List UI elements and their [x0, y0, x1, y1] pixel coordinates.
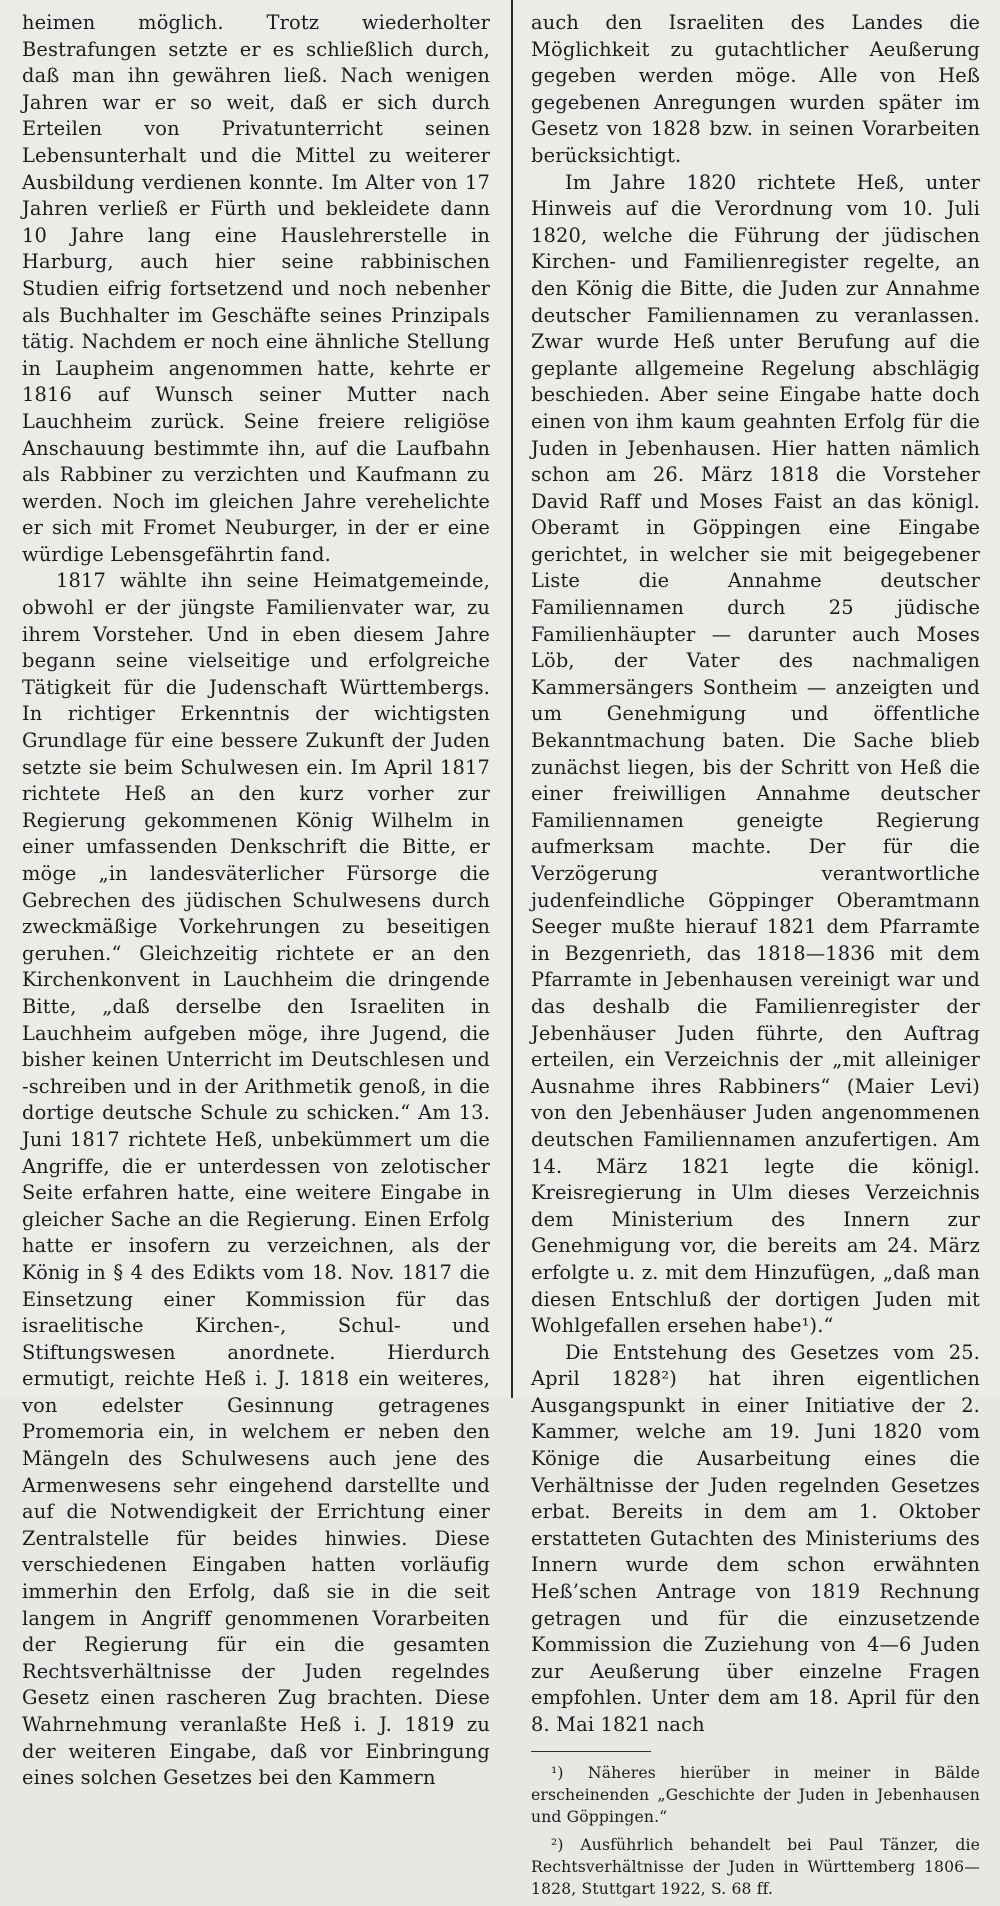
- paragraph: heimen möglich. Trotz wiederholter Bestrafungen setzte er es schließlich durch, daß man ihn gewähren ließ. Nach wenigen Jahren war er so weit, daß er sich durch Erteilen von Privatunterricht seinen Lebensunterhalt und die Mittel zu weiterer Ausbildung verdienen konnte. Im Alter von 17 Jahren verließ er Fürth und bekleidete dann 10 Jahre lang eine Hauslehrerstelle in Harburg, auch hier seine rabbinischen Studien eifrig fortsetzend und noch nebenher als Buchhalter im Geschäfte seines Prinzipals tätig. Nachdem er noch eine ähnliche Stellung in Laupheim angenommen hatte, kehrte er 1816 auf Wunsch seiner Mutter nach Lauchheim zurück. Seine freiere religiöse Anschauung bestimmte ihn, auf die Laufbahn als Rabbiner zu verzichten und Kaufmann zu werden. Noch im gleichen Jahre verehelichte er sich mit Fromet Neuburger, in der er eine würdige Lebensgefährtin fand.: [22, 11, 490, 566]
- footnote-divider: [531, 1751, 651, 1752]
- paragraph: Die Entstehung des Gesetzes vom 25. April 1828²) hat ihren eigentlichen Ausgangspunkt in einer Initiative der 2. Kammer, welche am 19. Juni 1820 vom Könige die Ausarbeitung eines die Verhältnisse der Juden regelnden Gesetzes erbat. Bereits in dem am 1. Oktober erstatteten Gutachten des Ministeriums des Innern wurde dem schon erwähnten Heß’schen Antrage von 1819 Rechnung getragen und für die einzusetzende Kommission die Zuziehung von 4—6 Juden zur Aeußerung über einzelne Fragen empfohlen. Unter dem am 18. April für den 8. Mai 1821 nach: [531, 1340, 980, 1736]
- right-column: [531, 10, 980, 1906]
- paragraph: Im Jahre 1820 richtete Heß, unter Hinweis auf die Verordnung vom 10. Juli 1820, welche die Führung der jüdischen Kirchen- und Familienregister regelte, an den König die Bitte, die Juden zur Annahme deutscher Familiennamen zu veranlassen. Zwar wurde Heß unter Berufung auf die geplante allgemeine Regelung abschlägig beschieden. Aber seine Eingabe hatte doch einen von ihm kaum geahnten Erfolg für die Juden in Jebenhausen. Hier hatten nämlich schon am 26. März 1818 die Vorsteher David Raff und Moses Faist an das königl. Oberamt in Göppingen eine Eingabe gerichtet, in welcher sie mit beigegebener Liste die Annahme deutscher Familiennamen durch 25 jüdische Familienhäupter — darunter auch Moses Löb, der Vater des nachmaligen Kammersängers Sontheim — anzeigten und um Genehmigung und öffentliche Bekanntmachung baten. Die Sache blieb zunächst liegen, bis der Schritt von Heß die einer freiwilligen Annahme deutscher Familiennamen geneigte Regierung aufmerksam machte. Der für die Verzögerung verantwortliche judenfeindliche Göppinger Oberamtmann Seeger mußte hierauf 1821 dem Pfarramte in Bezgenrieth, das 1818—1836 mit dem Pfarramte in Jebenhausen vereinigt war und das deshalb die Familienregister der Jebenhäuser Juden führte, den Auftrag erteilen, ein Verzeichnis der „mit alleiniger Ausnahme ihres Rabbiners“ (Maier Levi) von den Jebenhäuser Juden angenommenen deutschen Familiennamen anzufertigen. Am 14. März 1821 legte die königl. Kreisregierung in Ulm dieses Verzeichnis dem Ministerium des Innern zur Genehmigung vor, die bereits am 24. März erfolgte u. z. mit dem Hinzufügen, „daß man diesen Entschluß der dortigen Juden mit Wohlgefallen ersehen habe¹).“: [531, 170, 980, 1338]
- paragraph: auch den Israeliten des Landes die Möglichkeit zu gutachtlicher Aeußerung gegeben werden möge. Alle von Heß gegebenen Anregungen wurden später im Gesetz von 1828 bzw. in seinen Vorarbeiten berücksichtigt.: [531, 11, 980, 167]
- left-column: [22, 10, 490, 1792]
- footnotes: [531, 1762, 980, 1900]
- footnote-2: ²) Ausführlich behandelt bei Paul Tänzer, die Rechtsverhältnisse der Juden in Württemberg 1806—1828, Stuttgart 1922, S. 68 ff.: [531, 1835, 980, 1898]
- footnote-1: ¹) Näheres hierüber in meiner in Bälde erscheinenden „Geschichte der Juden in Jebenhausen und Göppingen.“: [531, 1763, 980, 1826]
- column-divider: [511, 0, 513, 1398]
- paragraph: 1817 wählte ihn seine Heimatgemeinde, obwohl er der jüngste Familienvater war, zu ihrem Vorsteher. Und in eben diesem Jahre begann seine vielseitige und erfolgreiche Tätigkeit für die Judenschaft Württembergs. In richtiger Erkenntnis der wichtigsten Grundlage für eine bessere Zukunft der Juden setzte sie beim Schulwesen ein. Im April 1817 richtete Heß an den kurz vorher zur Regierung gekommenen König Wilhelm in einer umfassenden Denkschrift die Bitte, er möge „in landesväterlicher Fürsorge die Gebrechen des jüdischen Schulwesens durch zweckmäßige Vorkehrungen zu beseitigen geruhen.“ Gleichzeitig richtete er an den Kirchenkonvent in Lauchheim die dringende Bitte, „daß derselbe den Israeliten in Lauchheim aufgeben möge, ihre Jugend, die bisher keinen Unterricht im Deutschlesen und -schreiben und in der Arithmetik genoß, in die dortige deutsche Schule zu schicken.“ Am 13. Juni 1817 richtete Heß, unbekümmert um die Angriffe, die er unterdessen von zelotischer Seite erfahren hatte, eine weitere Eingabe in gleicher Sache an die Regierung. Einen Erfolg hatte er insofern zu verzeichnen, als der König in § 4 des Edikts vom 18. Nov. 1817 die Einsetzung einer Kommission für das israelitische Kirchen-, Schul- und Stiftungswesen anordnete. Hierdurch ermutigt, reichte Heß i. J. 1818 ein weiteres, von edelster Gesinnung getragenes Promemoria ein, in welchem er neben den Mängeln des Schulwesens auch jene des Armenwesens sehr eingehend darstellte und auf die Notwendigkeit der Errichtung einer Zentralstelle für beides hinwies. Diese verschiedenen Eingaben hatten vorläufig immerhin den Erfolg, daß sie in die seit langem in Angriff genommenen Vorarbeiten der Regierung für ein die gesamten Rechtsverhältnisse der Juden regelndes Gesetz einen rascheren Zug brachten. Diese Wahrnehmung veranlaßte Heß i. J. 1819 zu der weiteren Eingabe, daß vor Einbringung eines solchen Gesetzes bei den Kammern: [22, 569, 490, 1790]
